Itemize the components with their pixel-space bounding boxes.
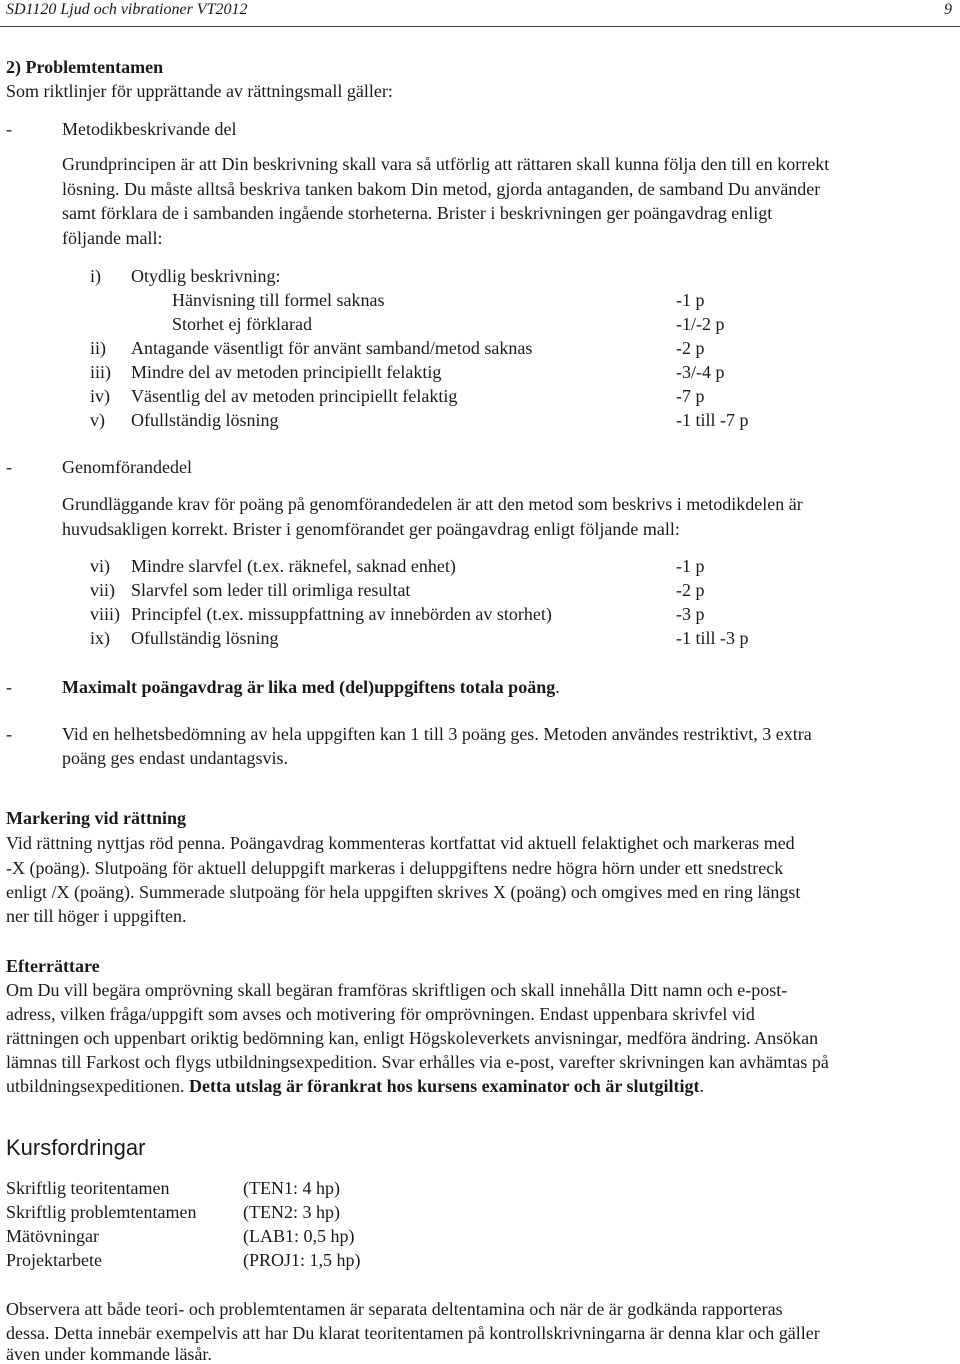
- paragraph-line: Vid en helhetsbedömning av hela uppgiften kan 1 till 3 poäng ges. Metoden användes restriktivt, 3 extra: [62, 724, 812, 744]
- rubric-number: i): [90, 266, 101, 286]
- paragraph-line: poäng ges endast undantagsvis.: [62, 748, 288, 768]
- rubric-points: -3/-4 p: [676, 362, 725, 382]
- rubric-points: -1 p: [676, 556, 705, 576]
- paragraph-line: Grundprincipen är att Din beskrivning skall vara så utförlig att rättaren skall kunna följa den till en korrekt: [62, 154, 830, 174]
- efter-last-bold: Detta utslag är förankrat hos kursens examinator och är slutgiltigt: [188, 1076, 700, 1096]
- kurs-heading: Kursfordringar: [6, 1135, 146, 1160]
- genom-label: Genomförandedel: [62, 457, 192, 477]
- paragraph-line: huvudsakligen korrekt. Brister i genomförandet ger poängavdrag enligt följande mall:: [62, 519, 680, 539]
- paragraph-line: Grundläggande krav för poäng på genomförandedelen är att den metod som beskrivs i metodikdelen är: [62, 494, 803, 514]
- rubric-text: Ofullständig lösning: [131, 628, 279, 648]
- paragraph-line: Om Du vill begära omprövning skall begäran framföras skriftligen och skall innehålla Ditt namn och e-post-: [6, 980, 788, 1000]
- rubric-points: -1 till -3 p: [676, 628, 749, 648]
- rubric-points: -7 p: [676, 386, 705, 406]
- rubric-text: Antagande väsentligt för använt samband/metod saknas: [131, 338, 533, 358]
- rubric-points: -2 p: [676, 580, 705, 600]
- rubric-text: Otydlig beskrivning:: [131, 266, 281, 286]
- paragraph-line: ner till höger i uppgiften.: [6, 906, 187, 926]
- paragraph-line: -X (poäng). Slutpoäng för aktuell deluppgift markeras i deluppgiftens nedre högra hörn under ett snedstreck: [6, 858, 784, 878]
- rubric-text: Principfel (t.ex. missuppfattning av innebörden av storhet): [131, 604, 552, 624]
- course-component-code: (TEN1: 4 hp): [243, 1178, 340, 1198]
- paragraph-line: rättningen och uppenbart oriktig bedömning kan, enligt Högskoleverkets anvisningar, medföra ändring. Ansökan: [6, 1028, 819, 1048]
- rubric-number: vi): [90, 556, 110, 576]
- rubric-number: iv): [90, 386, 110, 406]
- max-deduction-note: [62, 675, 560, 699]
- efter-last-end: .: [699, 1076, 704, 1096]
- rubric-points: -3 p: [676, 604, 705, 624]
- rubric-text: Ofullständig lösning: [131, 410, 279, 430]
- rubric-subtext: Hänvisning till formel saknas: [172, 290, 385, 310]
- paragraph-line: Vid rättning nyttjas röd penna. Poängavdrag kommenteras kortfattat vid aktuell felaktighet och markeras med: [6, 833, 795, 853]
- rubric-text: Mindre del av metoden principiellt felaktig: [131, 362, 442, 382]
- rubric-text: Slarvfel som leder till orimliga resultat: [131, 580, 411, 600]
- markering-heading: Markering vid rättning: [6, 808, 186, 828]
- rubric-points: -1 p: [676, 290, 705, 310]
- course-component-code: (TEN2: 3 hp): [243, 1202, 340, 1222]
- section-heading: 2) Problemtentamen: [6, 57, 164, 77]
- course-component-name: Projektarbete: [6, 1250, 102, 1270]
- rubric-number: ii): [90, 338, 106, 358]
- paragraph-line: dessa. Detta innebär exempelvis att har Du klarat teoritentamen på kontrollskrivningarna är denna klar och gäller: [6, 1323, 820, 1343]
- rubric-text: Väsentlig del av metoden principiellt felaktig: [131, 386, 458, 406]
- bullet-dash: -: [6, 119, 12, 139]
- paragraph-line: lösning. Du måste alltså beskriva tanken bakom Din metod, gjorda antaganden, de samband Du använder: [62, 179, 821, 199]
- rubric-subtext: Storhet ej förklarad: [172, 314, 312, 334]
- rubric-number: viii): [90, 604, 120, 624]
- section-intro: Som riktlinjer för upprättande av rättningsmall gäller:: [6, 81, 393, 101]
- page-number: 9: [944, 1, 952, 18]
- course-component-name: Mätövningar: [6, 1226, 99, 1246]
- rubric-text: Mindre slarvfel (t.ex. räknefel, saknad enhet): [131, 556, 456, 576]
- efter-last-plain: utbildningsexpeditionen.: [6, 1076, 189, 1096]
- course-component-code: (LAB1: 0,5 hp): [243, 1226, 355, 1246]
- max-deduction-bold: Maximalt poängavdrag är lika med (del)uppgiftens totala poäng: [62, 677, 556, 697]
- metod-label: Metodikbeskrivande del: [62, 119, 237, 139]
- rubric-points: -1 till -7 p: [676, 410, 749, 430]
- course-component-code: (PROJ1: 1,5 hp): [243, 1250, 361, 1270]
- course-component-name: Skriftlig problemtentamen: [6, 1202, 197, 1222]
- rubric-number: ix): [90, 628, 110, 648]
- paragraph-line: enligt /X (poäng). Summerade slutpoäng för hela uppgiften skrives X (poäng) och omgives med en ring längst: [6, 882, 801, 902]
- paragraph-line: lämnas till Farkost och flygs utbildningsexpedition. Svar erhålles via e-post, varefter skrivningen kan avhämtas på: [6, 1052, 829, 1072]
- course-title: SD1120 Ljud och vibrationer VT2012: [6, 1, 248, 18]
- paragraph-line: även under kommande läsår.: [6, 1344, 212, 1364]
- rubric-number: vii): [90, 580, 115, 600]
- paragraph-line: följande mall:: [62, 228, 163, 248]
- paragraph-line: Observera att både teori- och problemtentamen är separata deltentamina och när de är godkända rapporteras: [6, 1299, 783, 1319]
- paragraph-line: adress, vilken fråga/uppgift som avses och motivering för omprövningen. Endast uppenbara skrivfel vid: [6, 1004, 755, 1024]
- course-component-name: Skriftlig teoritentamen: [6, 1178, 170, 1198]
- paragraph-line: [6, 1074, 704, 1098]
- rubric-number: iii): [90, 362, 111, 382]
- page-header: [0, 0, 960, 27]
- rubric-number: v): [90, 410, 105, 430]
- bullet-dash: -: [6, 457, 12, 477]
- rubric-points: -2 p: [676, 338, 705, 358]
- paragraph-line: samt förklara de i sambanden ingående storheterna. Brister i beskrivningen ger poängavdrag enligt: [62, 203, 773, 223]
- max-deduction-end: .: [555, 677, 560, 697]
- bullet-dash: -: [6, 724, 12, 744]
- bullet-dash: -: [6, 677, 12, 697]
- rubric-points: -1/-2 p: [676, 314, 725, 334]
- efter-heading: Efterrättare: [6, 956, 100, 976]
